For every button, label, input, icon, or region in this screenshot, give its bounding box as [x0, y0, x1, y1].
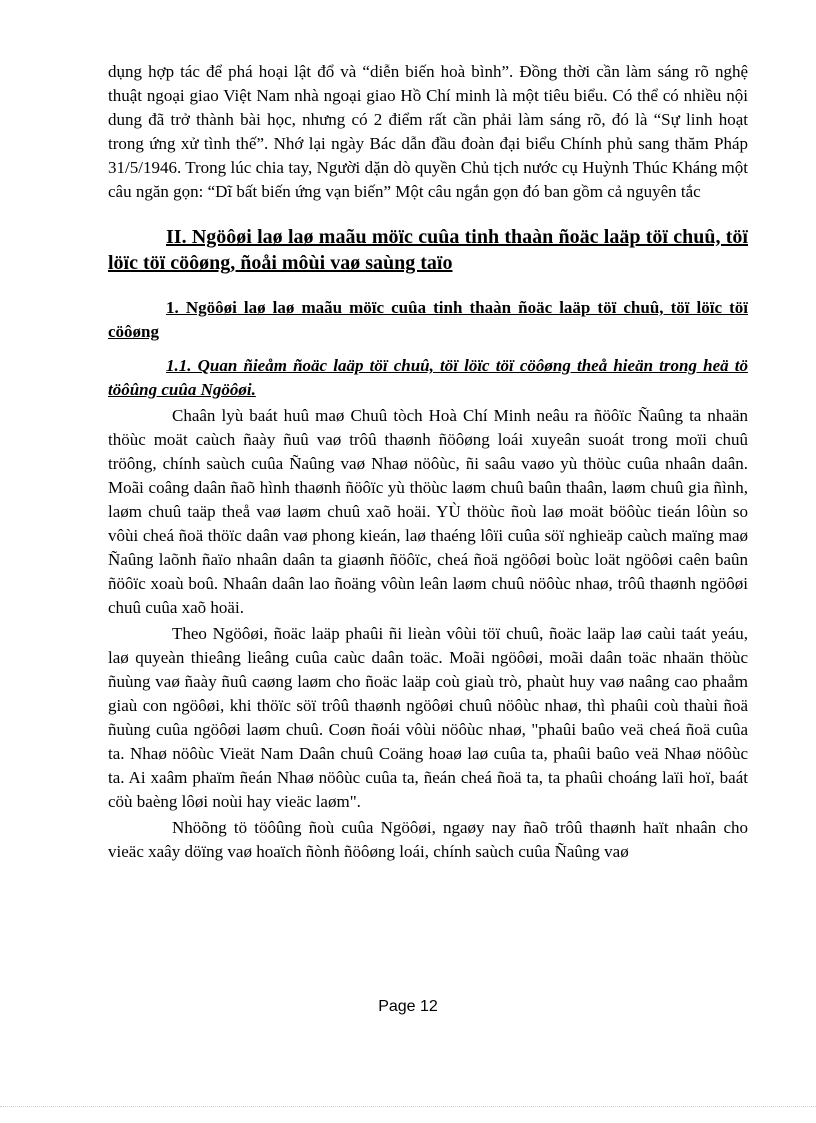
page-content [108, 60, 748, 864]
section-heading: II. Ngöôøi laø laø maãu möïc cuûa tinh thaàn ñoäc laäp töï chuû, töï löïc töï cöôøng, ñoåi môùi vaø saùng taïo [108, 226, 748, 274]
paragraph-intro: dụng hợp tác để phá hoại lật đổ và “diễn biến hoà bình”. Đồng thời cần làm sáng rõ nghệ thuật ngoại giao Việt Nam nhà ngoại giao Hồ Chí minh là một tiêu biểu. Có thể có nhiều nội dung đã trở thành bài học, nhưng có 2 điểm rất cần phải làm sáng rõ, đó là “Sự linh hoạt trong ứng xử tình thế”. Nhớ lại ngày Bác dẫn đầu đoàn đại biểu Chính phủ sang thăm Pháp 31/5/1946. Trong lúc chia tay, Người dặn dò quyền Chủ tịch nước cụ Huỳnh Thúc Kháng một câu ngăn gọn: “Dĩ bất biến ứng vạn biến” Một câu ngắn gọn đó ban gồm cả nguyên tắc [108, 62, 748, 201]
paragraph-independence: Theo Ngöôøi, ñoäc laäp phaûi ñi lieàn vôùi töï chuû, ñoäc laäp laø caùi taát yeáu, laø quyeàn thieâng lieâng cuûa caùc daân toäc. Moãi ngöôøi, moãi daân toäc nhaän thöùc ñuùng vaø ñaày ñuû caøng laøm cho ñoäc laäp coù giaù trò, phaùt huy vaø naâng cao phaåm giaù con ngöôøi, khi thöïc söï trôû thaønh ngöôøi chuû nöôùc nhaø, thì phaûi coù thaùi ñoä ñuùng cuûa ngöôøi laøm chuû. Coøn ñoái vôùi nöôùc nhaø, "phaûi baûo veä cheá ñoä cuûa ta. Nhaø nöôùc Vieät Nam Daân chuû Coäng hoaø laø cuûa ta, phaûi baûo veä Nhaø nöôùc ta. Ai xaâm phaïm ñeán Nhaø nöôùc cuûa ta, ñeán cheá ñoä ta, ta phaûi choáng laïi hoï, baát cöù baèng lôøi noùi hay vieäc laøm". [108, 624, 748, 811]
paragraph-truth: Chaân lyù baát huû maø Chuû tòch Hoà Chí Minh neâu ra ñöôïc Ñaûng ta nhaän thöùc moät caùch ñaày ñuû vaø trôû thaønh ñöôøng loái xuyeân suoát trong moïi chuû tröông, chính saùch cuûa Ñaûng vaø Nhaø nöôùc, ñi saâu vaøo yù thöùc cuûa nhaân daân. Moãi coâng daân ñaõ hình thaønh ñöôïc yù thöùc laøm chuû baûn thaân, laøm chuû gia ñình, laøm chuû taäp theå vaø laøm chuû xaõ hoäi. YÙ thöùc ñoù laø moät böôùc tieán lôùn so vôùi cheá ñoä thöïc daân vaø phong kieán, laø thaéng lôïi cuûa söï nghieäp caùch maïng maø Ñaûng laõnh ñaïo nhaân daân ta giaønh ñöôïc, cheá ñoä ngöôøi boùc loät ngöôøi caên baûn ñöôïc xoaù boû. Nhaân daân lao ñoäng vôùn leân laøm chuû nöôùc nhaø, trôû thaønh ngöôøi chuû cuûa xaõ hoäi. [108, 406, 748, 617]
subsubsection-heading: 1.1. Quan ñieåm ñoäc laäp töï chuû, töï löïc töï cöôøng theå hieän trong heä tö töôûng cuûa Ngöôøi. [108, 356, 748, 399]
subsection-heading: 1. Ngöôøi laø laø maãu möïc cuûa tinh thaàn ñoäc laäp töï chuû, töï löïc töï cöôøng [108, 298, 748, 341]
page-bottom-divider [0, 1106, 816, 1107]
page-number: Page 12 [378, 998, 438, 1015]
paragraph-ideas: Nhöõng tö töôûng ñoù cuûa Ngöôøi, ngaøy nay ñaõ trôû thaønh haït nhaân cho vieäc xaây döïng vaø hoaïch ñònh ñöôøng loái, chính saùch cuûa Ñaûng vaø [108, 818, 748, 861]
